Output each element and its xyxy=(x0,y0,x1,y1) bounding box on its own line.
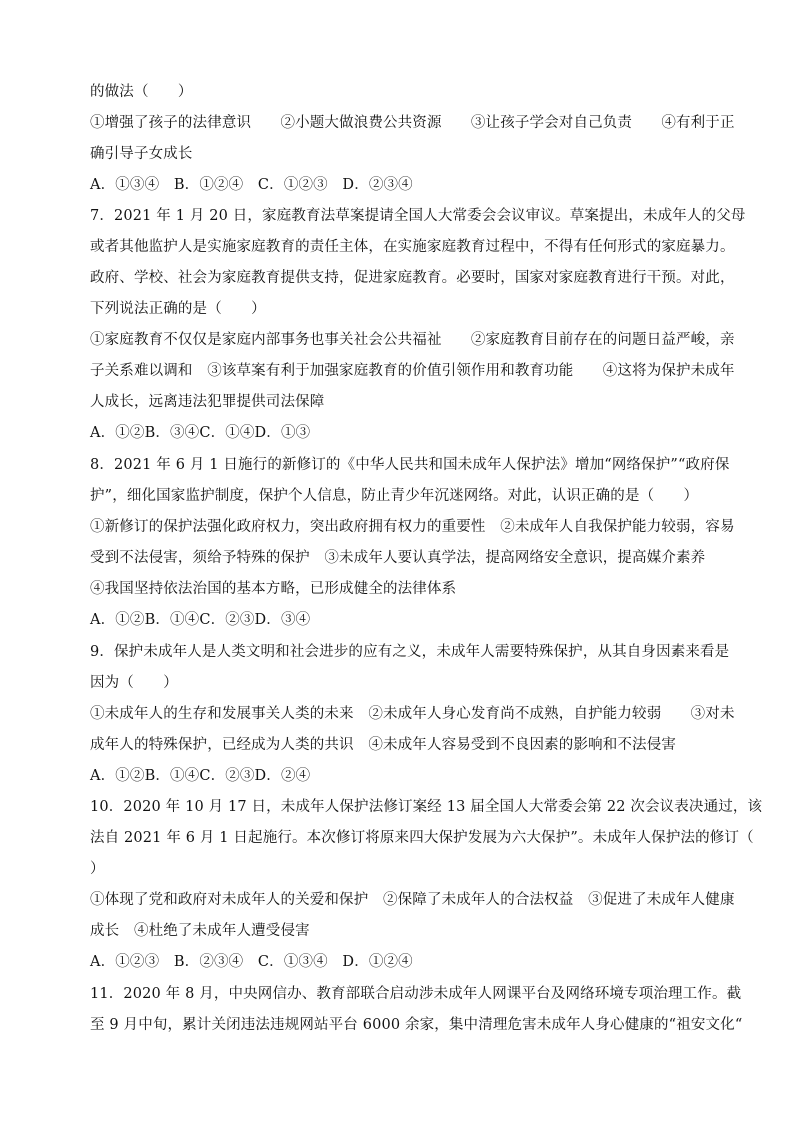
text-line: 成长 ④杜绝了未成年人遭受侵害 xyxy=(90,923,310,939)
text-line: ①新修订的保护法强化政府权力，突出政府拥有权力的重要性 ②未成年人自我保护能力较弱，容易 xyxy=(90,519,735,535)
answer-options: A．①②B．③④C．①④D．①③ xyxy=(90,425,311,441)
text-line: ①未成年人的生存和发展事关人类的未来 ②未成年人身心发育尚不成熟，自护能力较弱 ③对未 xyxy=(90,706,735,722)
text-line: 确引导子女成长 xyxy=(90,146,193,162)
text-line: 的做法（ ） xyxy=(90,84,193,100)
text-line: 子关系难以调和 ③该草案有利于加强家庭教育的价值引领作用和教育功能 ④这将为保护未成年 xyxy=(90,363,735,379)
text-line: ①增强了孩子的法律意识 ②小题大做浪费公共资源 ③让孩子学会对自己负责 ④有利于正 xyxy=(90,115,735,131)
text-line: 人成长，远离违法犯罪提供司法保障 xyxy=(90,394,325,410)
answer-options: A．①②③ B．②③④ C．①③④ D．①②④ xyxy=(90,954,413,970)
text-line: 护”，细化国家监护制度，保护个人信息，防止青少年沉迷网络。对此，认识正确的是（ ） xyxy=(90,488,699,504)
text-line: 下列说法正确的是（ ） xyxy=(90,301,266,317)
text-line: ①家庭教育不仅仅是家庭内部事务也事关社会公共福祉 ②家庭教育目前存在的问题日益严峻，亲 xyxy=(90,332,735,348)
question-11: 11．2020 年 8 月，中央网信办、教育部联合启动涉未成年人网课平台及网络环境专项治理工作。截 xyxy=(90,986,742,1002)
answer-options: A．①③④ B．①②④ C．①②③ D．②③④ xyxy=(90,177,413,193)
text-line: 法自 2021 年 6 月 1 日起施行。本次修订将原来四大保护发展为六大保护”。未成年人保护法的修订（ xyxy=(90,830,754,846)
text-line: 政府、学校、社会为家庭教育提供支持，促进家庭教育。必要时，国家对家庭教育进行干预。对此， xyxy=(90,270,735,286)
text-line: 至 9 月中旬，累计关闭违法违规网站平台 6000 余家，集中清理危害未成年人身心健康的“祖安文化“ xyxy=(90,1017,743,1033)
question-10: 10．2020 年 10 月 17 日，未成年人保护法修订案经 13 届全国人大常委会第 22 次会议表决通过，该 xyxy=(90,799,763,815)
text-line: 受到不法侵害，须给予特殊的保护 ③未成年人要认真学法，提高网络安全意识，提高媒介素养 xyxy=(90,550,706,566)
text-line: 成年人的特殊保护，已经成为人类的共识 ④未成年人容易受到不良因素的影响和不法侵害 xyxy=(90,737,676,753)
question-9: 9．保护未成年人是人类文明和社会进步的应有之义，未成年人需要特殊保护，从其自身因素来看是 xyxy=(90,644,730,660)
answer-options: A．①②B．①④C．②③D．③④ xyxy=(90,612,311,628)
text-line: 或者其他监护人是实施家庭教育的责任主体，在实施家庭教育过程中，不得有任何形式的家庭暴力。 xyxy=(90,239,735,255)
text-line: ） xyxy=(90,861,105,877)
text-line: 因为（ ） xyxy=(90,675,178,691)
question-8: 8．2021 年 6 月 1 日施行的新修订的《中华人民共和国未成年人保护法》增加“网络保护”“政府保 xyxy=(90,457,730,473)
text-line: ④我国坚持依法治国的基本方略，已形成健全的法律体系 xyxy=(90,581,457,597)
question-7: 7．2021 年 1 月 20 日，家庭教育法草案提请全国人大常委会会议审议。草案提出，未成年人的父母 xyxy=(90,208,746,224)
answer-options: A．①②B．①④C．②③D．②④ xyxy=(90,768,311,784)
text-line: ①体现了党和政府对未成年人的关爱和保护 ②保障了未成年人的合法权益 ③促进了未成年人健康 xyxy=(90,892,735,908)
